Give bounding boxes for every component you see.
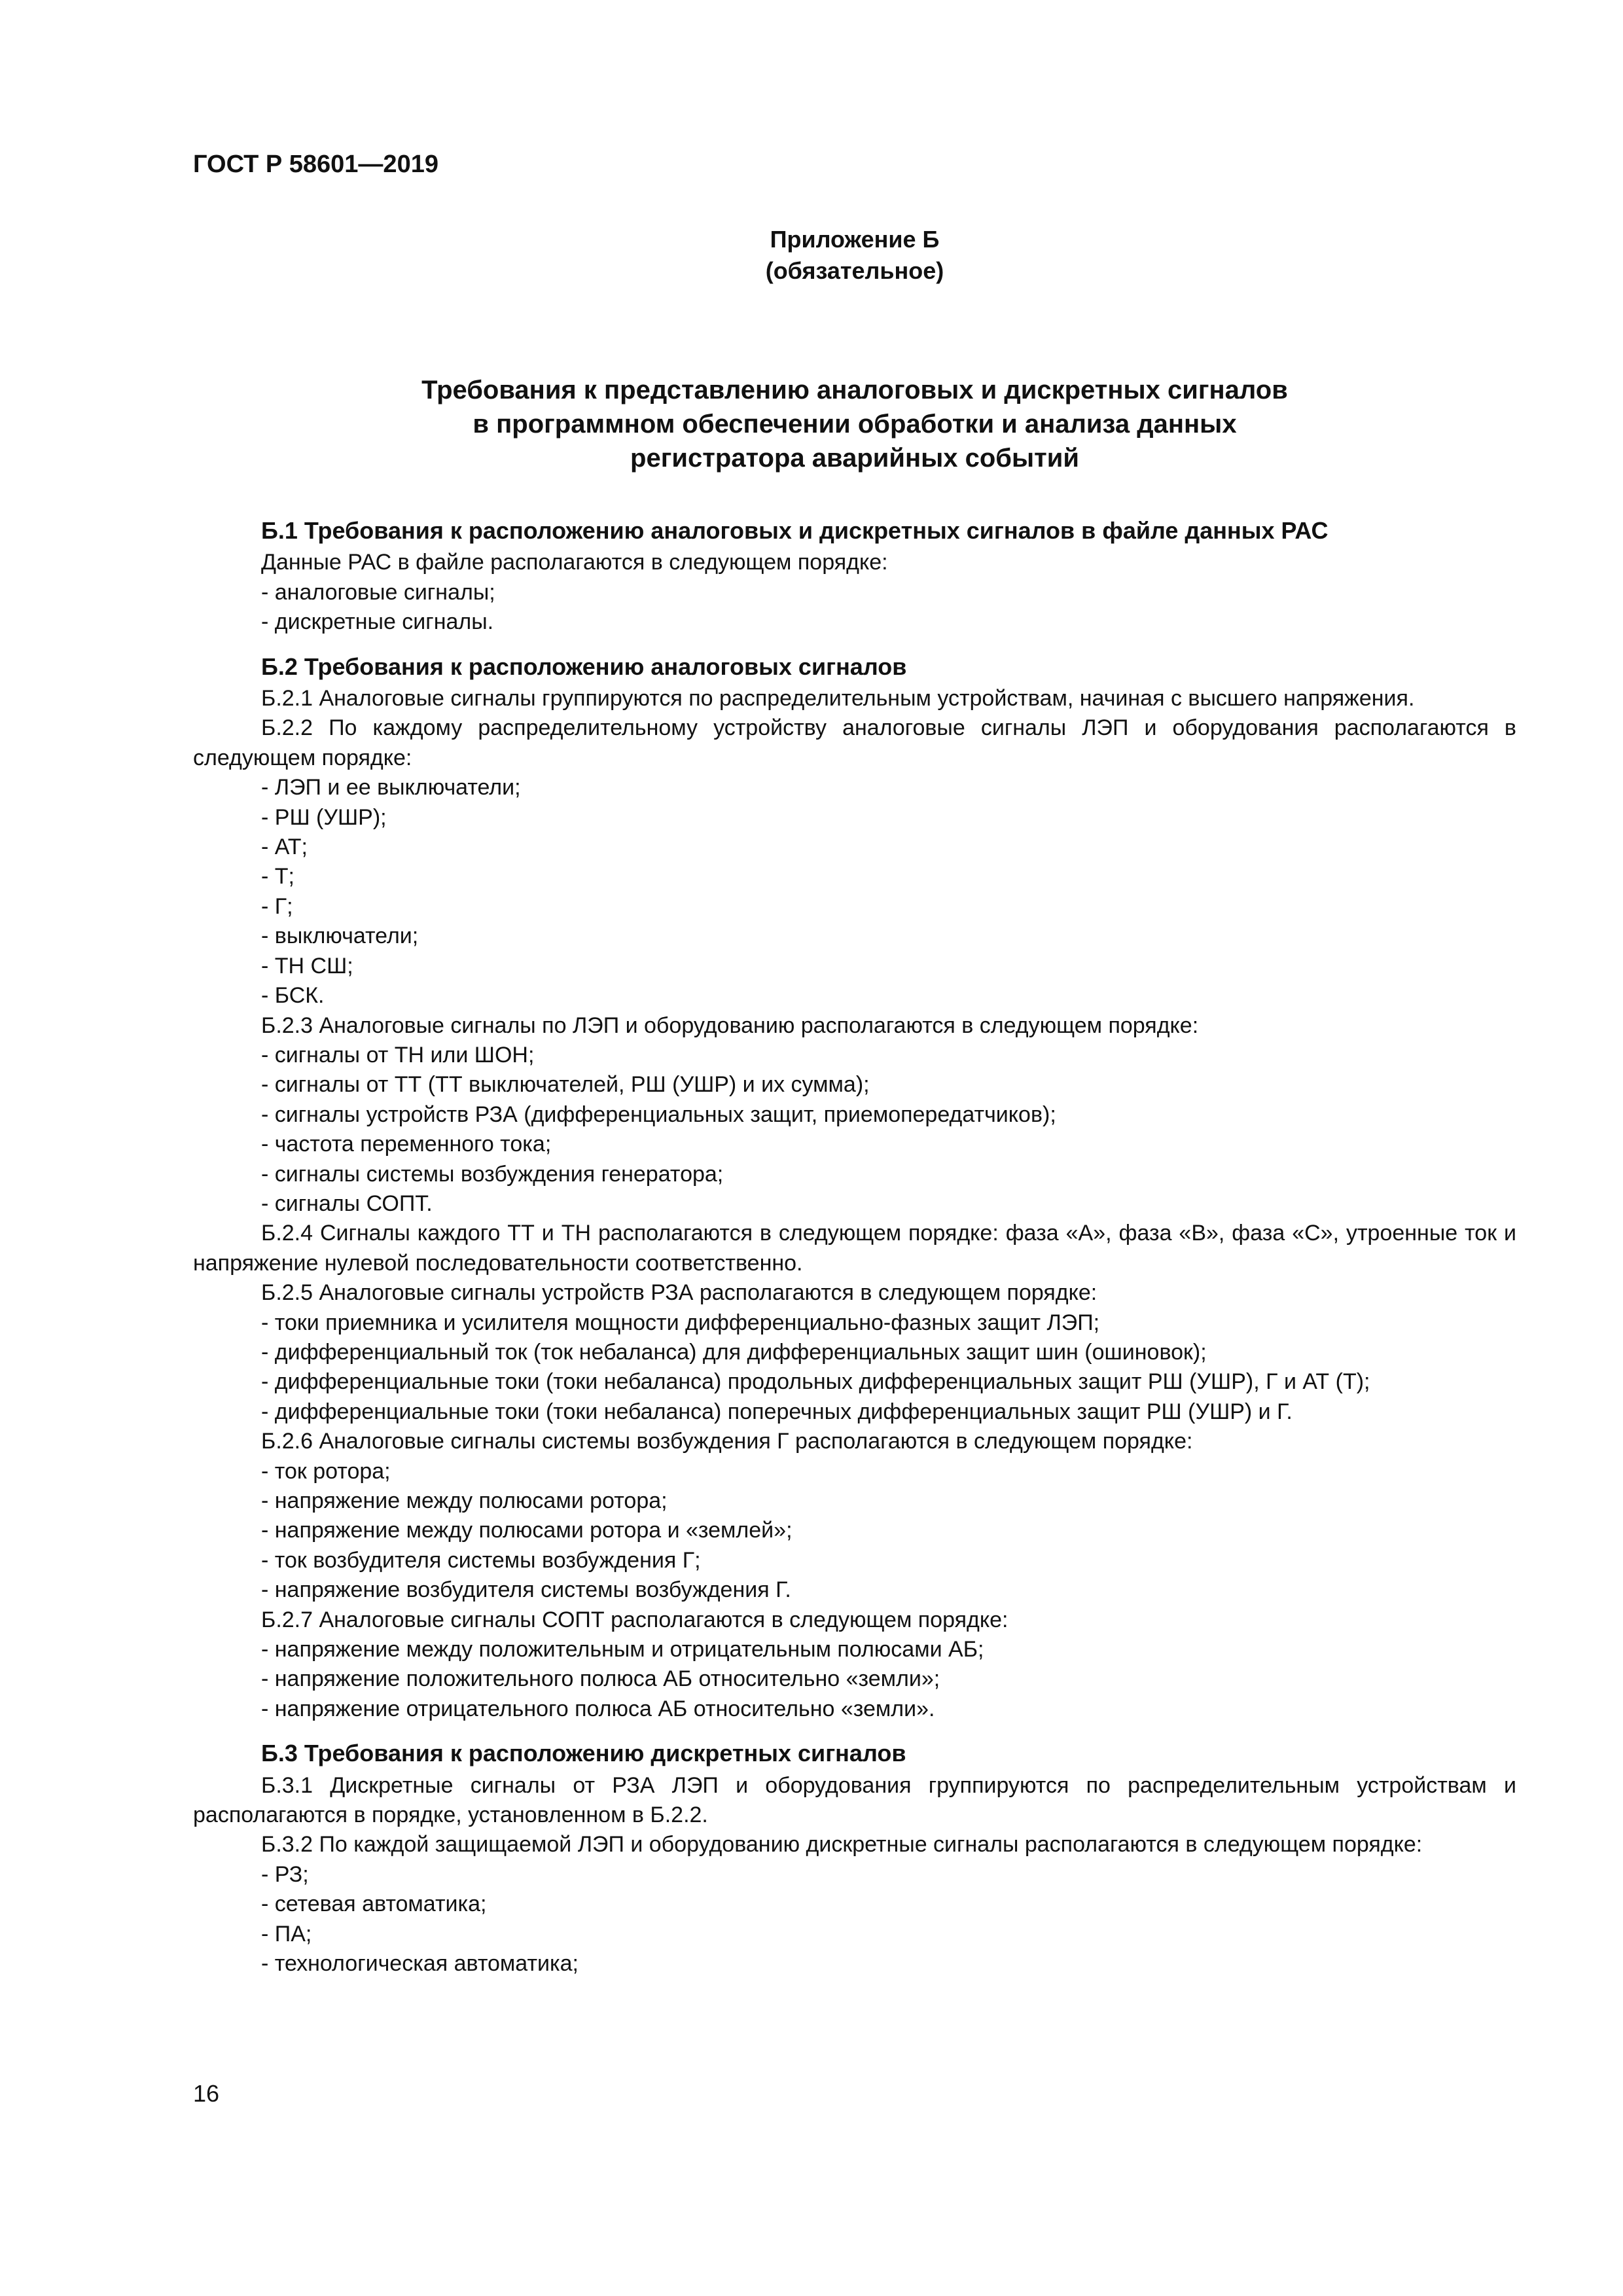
- list-item: - ЛЭП и ее выключатели;: [261, 775, 521, 800]
- list-item: - ток возбудителя системы возбуждения Г;: [261, 1547, 701, 1573]
- list-item: - дифференциальный ток (ток небаланса) для дифференциальных защит шин (ошиновок);: [261, 1339, 1207, 1365]
- list-item: - напряжение положительного полюса АБ относительно «земли»;: [261, 1666, 940, 1692]
- list-item: - БСК.: [261, 983, 325, 1009]
- list-item: - токи приемника и усилителя мощности дифференциально-фазных защит ЛЭП;: [261, 1310, 1100, 1335]
- clause-b2-1: Б.2.1 Аналоговые сигналы группируются по распределительным устройствам, начиная с высшего напряжения.: [261, 686, 1415, 711]
- list-item: - РШ (УШР);: [261, 804, 387, 830]
- list-item: - ток ротора;: [261, 1458, 391, 1484]
- clause-b2-4: Б.2.4 Сигналы каждого ТТ и ТН располагаются в следующем порядке: фаза «А», фаза «В», фаза «С», утроенные ток и напряжение нулевой последовательности соответственно.: [193, 1221, 1516, 1276]
- clause-b2-2: Б.2.2 По каждому распределительному устройству аналоговые сигналы ЛЭП и оборудования располагаются в следующем порядке:: [193, 715, 1516, 770]
- list-item: - сигналы устройств РЗА (дифференциальных защит, приемопередатчиков);: [261, 1102, 1056, 1127]
- list-item: - сетевая автоматика;: [261, 1892, 487, 1917]
- list-item: - ПА;: [261, 1921, 312, 1946]
- section-b1-intro: Данные РАС в файле располагаются в следующем порядке:: [261, 550, 888, 575]
- list-item: - технологическая автоматика;: [261, 1951, 579, 1977]
- list-item: - напряжение между полюсами ротора;: [261, 1488, 668, 1513]
- list-item: - сигналы системы возбуждения генератора;: [261, 1161, 724, 1187]
- list-item: - РЗ;: [261, 1861, 309, 1887]
- page-number: 16: [193, 2080, 220, 2107]
- list-item: - напряжение возбудителя системы возбуждения Г.: [261, 1577, 791, 1603]
- list-item: - АТ;: [261, 834, 308, 860]
- title-line-1: Требования к представлению аналоговых и дискретных сигналов: [421, 376, 1288, 404]
- section-b2-heading: Б.2 Требования к расположению аналоговых сигналов: [261, 653, 907, 680]
- list-item: - выключатели;: [261, 924, 419, 949]
- list-item: - ТН СШ;: [261, 953, 353, 978]
- annex-title: [193, 373, 1516, 475]
- list-item: - частота переменного тока;: [261, 1132, 552, 1157]
- clause-b2-7: Б.2.7 Аналоговые сигналы СОПТ располагаются в следующем порядке:: [261, 1607, 1008, 1632]
- list-item: - сигналы от ТН или ШОН;: [261, 1042, 535, 1067]
- title-line-3: регистратора аварийных событий: [630, 444, 1079, 473]
- clause-b3-2: Б.3.2 По каждой защищаемой ЛЭП и оборудованию дискретные сигналы располагаются в следующем порядке:: [261, 1832, 1423, 1857]
- title-line-2: в программном обеспечении обработки и анализа данных: [473, 410, 1237, 439]
- list-item: - Т;: [261, 864, 294, 889]
- standard-designation: ГОСТ Р 58601—2019: [193, 151, 438, 178]
- clause-b2-5: Б.2.5 Аналоговые сигналы устройств РЗА располагаются в следующем порядке:: [261, 1280, 1097, 1306]
- list-item: - дифференциальные токи (токи небаланса) продольных дифференциальных защит РШ (УШР), Г и АТ (Т);: [261, 1369, 1370, 1395]
- clause-b2-6: Б.2.6 Аналоговые сигналы системы возбуждения Г располагаются в следующем порядке:: [261, 1429, 1193, 1454]
- list-item: - напряжение отрицательного полюса АБ относительно «земли».: [261, 1696, 935, 1721]
- annex-heading: [193, 224, 1516, 287]
- annex-status: (обязательное): [765, 257, 944, 284]
- list-item: - сигналы СОПТ.: [261, 1191, 433, 1216]
- clause-b2-3: Б.2.3 Аналоговые сигналы по ЛЭП и оборудованию располагаются в следующем порядке:: [261, 1013, 1199, 1038]
- annex-label: Приложение Б: [770, 226, 940, 253]
- list-item: - напряжение между положительным и отрицательным полюсами АБ;: [261, 1637, 984, 1662]
- document-body: [193, 516, 1516, 1979]
- list-item: - дискретные сигналы.: [261, 609, 494, 635]
- list-item: - аналоговые сигналы;: [261, 579, 495, 605]
- section-b3-heading: Б.3 Требования к расположению дискретных сигналов: [261, 1740, 906, 1767]
- list-item: - Г;: [261, 893, 293, 919]
- list-item: - напряжение между полюсами ротора и «землей»;: [261, 1518, 793, 1543]
- list-item: - сигналы от ТТ (ТТ выключателей, РШ (УШР) и их сумма);: [261, 1072, 870, 1098]
- clause-b3-1: Б.3.1 Дискретные сигналы от РЗА ЛЭП и оборудования группируются по распределительным устройствам и располагаются в порядке, установленном в Б.2.2.: [193, 1772, 1516, 1828]
- list-item: - дифференциальные токи (токи небаланса) поперечных дифференциальных защит РШ (УШР) и Г.: [261, 1399, 1293, 1424]
- section-b1-heading: Б.1 Требования к расположению аналоговых и дискретных сигналов в файле данных РАС: [261, 517, 1329, 544]
